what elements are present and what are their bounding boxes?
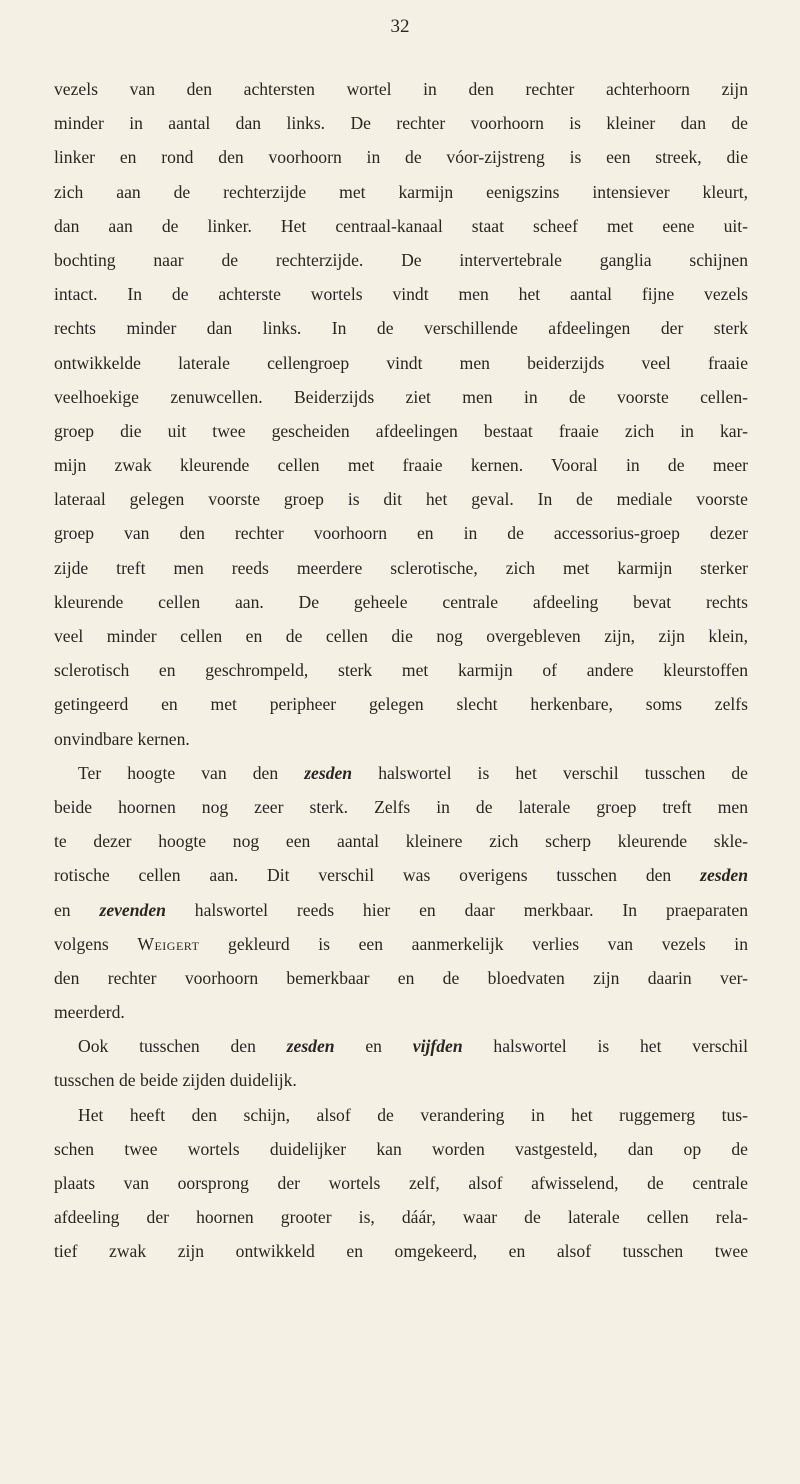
text-run: en [54, 899, 100, 920]
text-line: afdeeling der hoornen grooter is, dáár, waar de laterale cellen rela- [54, 1207, 748, 1228]
author-name: Weigert [137, 933, 200, 954]
text-line: meerderd. [54, 1002, 125, 1023]
text-line: zijde treft men reeds meerdere sclerotische, zich met karmijn sterker [54, 557, 748, 578]
text-line: sclerotisch en geschrompeld, sterk met karmijn of andere kleurstoffen [54, 660, 748, 681]
paragraph-4 [54, 1098, 748, 1269]
text-run: halswortel reeds hier en daar merkbaar. In praeparaten [165, 899, 748, 920]
text-line: getingeerd en met peripheer gelegen slecht herkenbare, soms zelfs [54, 694, 748, 715]
text-run: Ter hoogte van den [78, 762, 305, 783]
paragraph-2 [54, 756, 748, 1030]
text-line: linker en rond den voorhoorn in de vóor-zijstreng is een streek, die [54, 147, 748, 168]
text-run: en [334, 1036, 413, 1057]
text-line: veelhoekige zenuwcellen. Beiderzijds ziet men in de voorste cellen- [54, 386, 748, 407]
text-line: onvindbare kernen. [54, 728, 190, 749]
text-line: intact. In de achterste wortels vindt men het aantal fijne vezels [54, 284, 748, 305]
page-number: 32 [390, 16, 410, 37]
text-line: ontwikkelde laterale cellengroep vindt men beiderzijds veel fraaie [54, 352, 748, 373]
text-line: mijn zwak kleurende cellen met fraaie kernen. Vooral in de meer [54, 455, 748, 476]
text-line: bochting naar de rechterzijde. De intervertebrale ganglia schijnen [54, 249, 748, 270]
text-line [54, 893, 748, 927]
text-line [54, 1029, 748, 1063]
paragraph-3 [54, 1029, 748, 1097]
emphasis: zesden [700, 865, 748, 886]
text-line [54, 927, 748, 961]
text-line [54, 858, 748, 892]
text-line: beide hoornen nog zeer sterk. Zelfs in de laterale groep treft men [54, 796, 748, 817]
text-run: gekleurd is een aanmerkelijk verlies van vezels in [199, 933, 748, 954]
text-line: rechts minder dan links. In de verschillende afdeelingen der sterk [54, 318, 748, 339]
text-run: volgens [54, 933, 138, 954]
text-line: veel minder cellen en de cellen die nog overgebleven zijn, zijn klein, [54, 626, 748, 646]
text-line: schen twee wortels duidelijker kan worden vastgesteld, dan op de [54, 1138, 748, 1159]
text-line: kleurende cellen aan. De geheele centrale afdeeling bevat rechts [54, 591, 748, 612]
text-line: groep die uit twee gescheiden afdeelingen bestaat fraaie zich in kar- [54, 420, 748, 441]
text-line: vezels van den achtersten wortel in den rechter achterhoorn zijn [54, 79, 748, 99]
emphasis: zesden [304, 762, 353, 783]
text-line [54, 756, 748, 790]
text-run: rotische cellen aan. Dit verschil was overigens tusschen den [54, 865, 701, 886]
body-text [54, 72, 748, 1269]
emphasis: zesden [286, 1036, 335, 1057]
text-line: lateraal gelegen voorste groep is dit het geval. In de mediale voorste [54, 489, 748, 510]
text-line: zich aan de rechterzijde met karmijn eenigszins intensiever kleurt, [54, 181, 748, 202]
paragraph-1 [54, 72, 748, 756]
text-line: tief zwak zijn ontwikkeld en omgekeerd, en alsof tusschen twee [54, 1241, 748, 1262]
text-line: Het heeft den schijn, alsof de verandering in het ruggemerg tus- [78, 1104, 748, 1125]
text-line: te dezer hoogte nog een aantal kleinere zich scherp kleurende skle- [54, 831, 748, 852]
text-line: minder in aantal dan links. De rechter voorhoorn is kleiner dan de [54, 113, 748, 134]
text-line: den rechter voorhoorn bemerkbaar en de bloedvaten zijn daarin ver- [54, 967, 748, 988]
text-line: plaats van oorsprong der wortels zelf, alsof afwisselend, de centrale [54, 1173, 748, 1193]
emphasis: vijfden [412, 1036, 463, 1057]
text-run: halswortel is het verschil [462, 1036, 748, 1057]
text-run: halswortel is het verschil tusschen de [352, 762, 748, 783]
text-line: tusschen de beide zijden duidelijk. [54, 1070, 297, 1091]
emphasis: zevenden [99, 899, 166, 920]
text-line: dan aan de linker. Het centraal-kanaal staat scheef met eene uit- [54, 215, 748, 236]
text-run: Ook tusschen den [78, 1036, 287, 1057]
text-line: groep van den rechter voorhoorn en in de accessorius-groep dezer [54, 523, 748, 544]
